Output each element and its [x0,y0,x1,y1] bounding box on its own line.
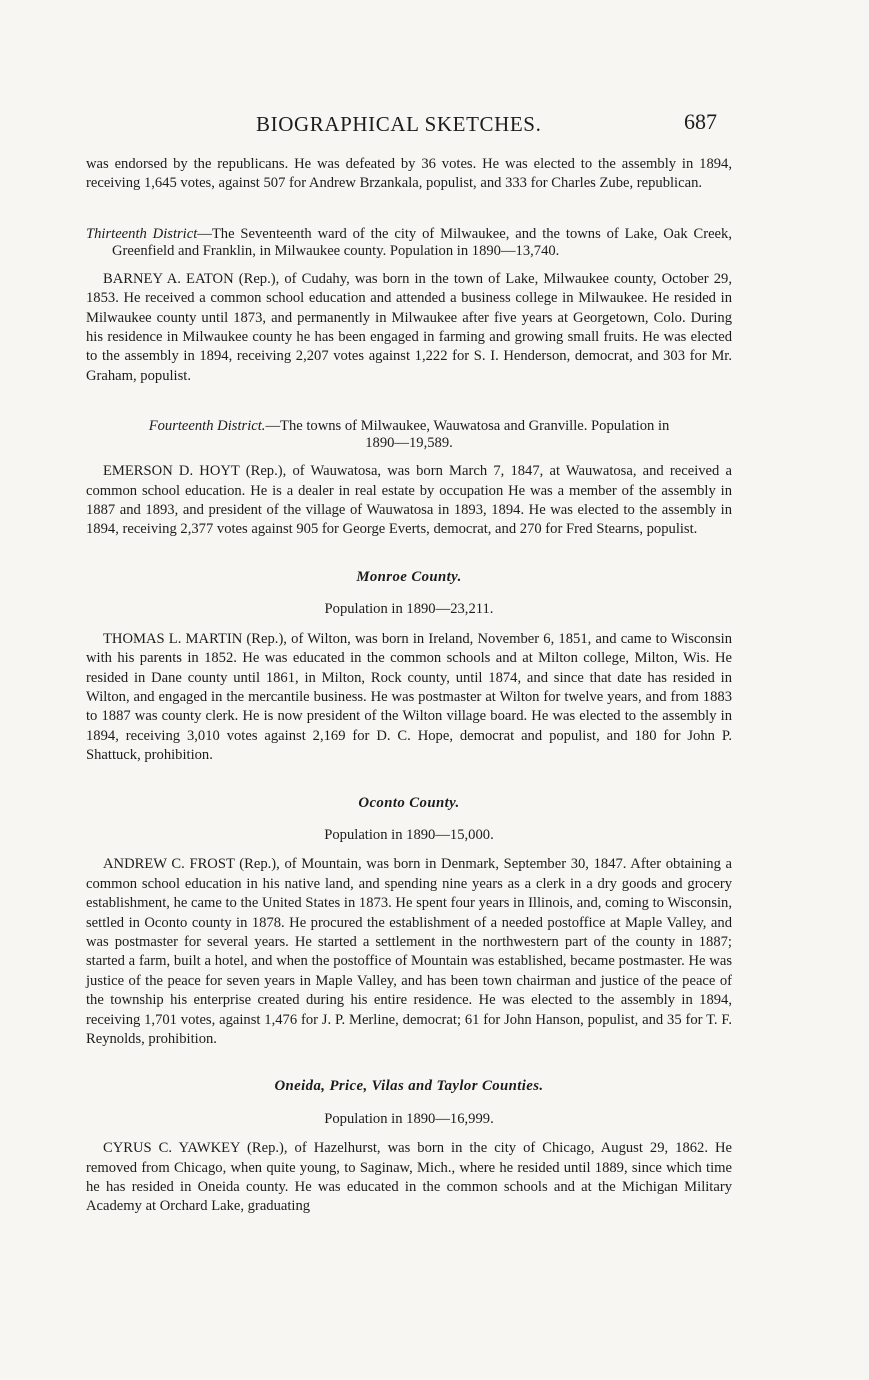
county-heading-oneida: Oneida, Price, Vilas and Taylor Counties. [274,1078,544,1095]
county-heading-oconto: Oconto County. [358,794,460,811]
running-title: BIOGRAPHICAL SKETCHES. [256,112,542,136]
intro-paragraph: was endorsed by the republicans. He was defeated by 36 votes. He was elected to the assembly in 1894, receiving 1,645 votes, against 507 for Andrew Brzankala, populist, and 333 for Charles Zube, republican. [86,156,732,192]
county-population-oneida: Population in 1890—16,999. [324,1110,494,1127]
district-name: Fourteenth District. [148,418,266,435]
bio-cyrus-yawkey: CYRUS C. YAWKEY (Rep.), of Hazelhurst, was born in the city of Chicago, August 29, 1862. He removed from Chicago, when quite young, to Saginaw, Mich., where he resided until 1889, since which time he has resided in Oneida county. He was educated in the common schools and at the Michigan Military Academy at Orchard Lake, graduating [86,1140,732,1215]
district-description: —The towns of Milwaukee, Wauwatosa and Granville. Population in [265,418,670,435]
thirteenth-district-heading [86,226,732,260]
page-number: 687 [684,109,717,134]
page-header [0,109,869,144]
bio-barney-eaton: BARNEY A. EATON (Rep.), of Cudahy, was born in the town of Lake, Milwaukee county, October 29, 1853. He received a common school education and attended a business college in Milwaukee. He resided in Milwaukee county until 1873, and permanently in Milwaukee after five years at Georgetown, Colo. During his residence in Milwaukee county he has been engaged in farming and growing small fruits. He was elected to the assembly in 1894, receiving 2,207 votes against 1,222 for S. I. Henderson, democrat, and 303 for Mr. Graham, populist. [86,270,732,384]
county-heading-monroe: Monroe County. [356,568,462,585]
district-description: —The Seventeenth ward of the city of Milwaukee, and the towns of Lake, Oak Creek, Greenfield and Franklin, in Milwaukee county. Population in 1890—13,740. [112,225,732,259]
bio-emerson-hoyt: EMERSON D. HOYT (Rep.), of Wauwatosa, was born March 7, 1847, at Wauwatosa, and received a common school education. He is a dealer in real estate by occupation He was a member of the assembly in 1887 and 1893, and president of the village of Wauwatosa in 1893, 1894. He was elected to the assembly in 1894, receiving 2,377 votes against 905 for George Everts, democrat, and 270 for Fred Stearns, populist. [86,463,732,538]
county-population-monroe: Population in 1890—23,211. [324,601,494,618]
bio-andrew-frost: ANDREW C. FROST (Rep.), of Mountain, was born in Denmark, September 30, 1847. After obtaining a common school education in his native land, and spending nine years as a clerk in a dry goods and grocery establishment, he came to the United States in 1873. He spent four years in Illinois, and, coming to Wisconsin, settled in Oconto county in 1878. He procured the establishment of a needed postoffice at Maple Valley, and was postmaster for several years. He started a settlement in the northwestern part of the county in 1887; started a farm, built a hotel, and when the postoffice of Mountain was established, became postmaster. He was justice of the peace for seven years in Maple Valley, and has been town chairman and justice of the peace of the township his enterprise created during his entire residence. He was elected to the assembly in 1894, receiving 1,701 votes, against 1,476 for J. P. Merline, democrat; 61 for John Hanson, populist, and 35 for T. F. Reynolds, prohibition. [86,856,732,1047]
district-population: 1890—19,589. [365,435,453,452]
county-population-oconto: Population in 1890—15,000. [324,826,494,843]
bio-thomas-martin: THOMAS L. MARTIN (Rep.), of Wilton, was born in Ireland, November 6, 1851, and came to Wisconsin with his parents in 1852. He was educated in the common schools and at Milton college, Milton, Wis. He resided in Dane county until 1861, in Milton, Rock county, until 1874, and since that date has resided in Wilton, and engaged in the mercantile business. He was postmaster at Wilton for twelve years, and from 1883 to 1887 was county clerk. He is now president of the Wilton village board. He was elected to the assembly in 1894, receiving 3,010 votes against 2,169 for D. C. Hope, democrat and populist, and 180 for John P. Shattuck, prohibition. [86,630,732,764]
district-name: Thirteenth District [86,225,198,242]
page-body [86,155,732,1217]
fourteenth-district-heading [86,418,732,452]
